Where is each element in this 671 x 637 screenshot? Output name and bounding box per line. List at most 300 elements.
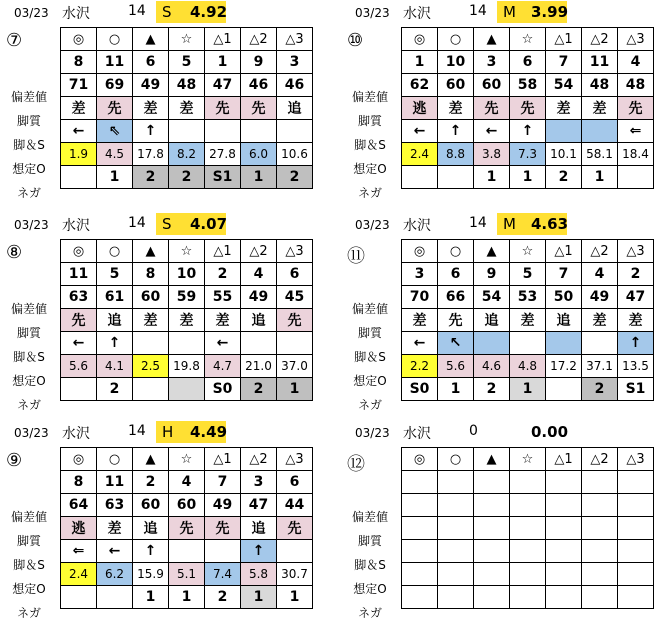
row-arrow [61, 332, 313, 355]
cell-style: 差 [133, 309, 169, 332]
panel-header [0, 212, 330, 236]
row-nega [402, 166, 654, 189]
mark-header: ▲ [474, 28, 510, 51]
cell-dev: 47 [618, 286, 654, 309]
row-style [402, 517, 654, 540]
grade-value: 4.07 [190, 215, 228, 233]
cell-dev: 63 [61, 286, 97, 309]
row-odds [61, 143, 313, 166]
cell-dev: 60 [169, 494, 205, 517]
cell-arrow: ← [402, 120, 438, 143]
prediction-table [401, 447, 654, 609]
cell-odds: 17.8 [133, 143, 169, 166]
cell-dev: 61 [97, 286, 133, 309]
cell-odds: 7.3 [510, 143, 546, 166]
cell-arrow [241, 120, 277, 143]
mark-header: △3 [618, 28, 654, 51]
cell-nums: 11 [61, 263, 97, 286]
cell-nums: 4 [582, 263, 618, 286]
cell-odds: 2.2 [402, 355, 438, 378]
row-arrow [402, 332, 654, 355]
cell-nega: 1 [277, 586, 313, 609]
prediction-table [60, 239, 313, 401]
cell-nums: 9 [474, 263, 510, 286]
cell-nega [510, 586, 546, 609]
cell-dev: 60 [133, 286, 169, 309]
cell-style: 先 [241, 97, 277, 120]
cell-nega [438, 586, 474, 609]
race-number: ⑧ [6, 242, 23, 263]
row-dev [402, 286, 654, 309]
mark-header: △3 [277, 448, 313, 471]
cell-nums: 6 [277, 471, 313, 494]
row-style [61, 517, 313, 540]
race-number: ⑫ [347, 454, 365, 475]
cell-style: 先 [97, 97, 133, 120]
cell-nega [402, 586, 438, 609]
cell-nums [402, 471, 438, 494]
cell-dev: 55 [205, 286, 241, 309]
mark-header: ▲ [474, 240, 510, 263]
cell-arrow [133, 332, 169, 355]
cell-style: 先 [205, 97, 241, 120]
cell-nums: 11 [97, 471, 133, 494]
cell-dev: 58 [510, 74, 546, 97]
cell-nums: 1 [402, 51, 438, 74]
row-nums [402, 263, 654, 286]
cell-arrow: ↑ [510, 120, 546, 143]
cell-style [546, 517, 582, 540]
row-label: 脚＆S [13, 558, 45, 572]
cell-nega: 2 [97, 378, 133, 401]
cell-style: 差 [582, 309, 618, 332]
cell-nums: 3 [277, 51, 313, 74]
mark-header: △2 [241, 28, 277, 51]
cell-style [582, 517, 618, 540]
cell-dev: 49 [133, 74, 169, 97]
cell-dev [546, 494, 582, 517]
cell-odds [510, 563, 546, 586]
row-arrow [61, 120, 313, 143]
cell-odds: 4.7 [205, 355, 241, 378]
row-label: 想定O [353, 374, 387, 388]
race-number: ⑩ [347, 30, 364, 51]
cell-odds: 4.8 [510, 355, 546, 378]
cell-style: 差 [205, 309, 241, 332]
row-dev [61, 494, 313, 517]
cell-style: 追 [133, 517, 169, 540]
cell-odds: 2.4 [61, 563, 97, 586]
grade-letter: M [503, 3, 516, 21]
mark-header: △3 [618, 448, 654, 471]
cell-nums [474, 471, 510, 494]
cell-nega: 1 [474, 166, 510, 189]
row-label: 脚＆S [354, 138, 386, 152]
cell-dev: 53 [510, 286, 546, 309]
mark-header: △1 [546, 28, 582, 51]
mark-header: ○ [438, 448, 474, 471]
cell-nega [61, 586, 97, 609]
mark-header: △1 [546, 240, 582, 263]
cell-nega [169, 378, 205, 401]
cell-arrow [546, 540, 582, 563]
row-style [61, 309, 313, 332]
cell-arrow: ⇐ [618, 120, 654, 143]
cell-nega [546, 586, 582, 609]
cell-arrow: ↑ [97, 332, 133, 355]
cell-odds: 6.2 [97, 563, 133, 586]
cell-arrow [546, 332, 582, 355]
cell-arrow: ↑ [133, 120, 169, 143]
cell-arrow [169, 120, 205, 143]
panel-header [341, 212, 671, 236]
grade-value: 3.99 [531, 3, 569, 21]
cell-arrow [277, 120, 313, 143]
cell-style [618, 517, 654, 540]
cell-style: 先 [618, 97, 654, 120]
cell-style: 先 [474, 97, 510, 120]
cell-style: 先 [205, 517, 241, 540]
cell-arrow: ← [97, 540, 133, 563]
cell-style [474, 517, 510, 540]
course-name: 水沢 [62, 218, 90, 234]
cell-arrow: ↑ [618, 332, 654, 355]
cell-style: 差 [402, 309, 438, 332]
mark-header: △1 [205, 240, 241, 263]
cell-style: 差 [582, 97, 618, 120]
cell-nega: 2 [133, 166, 169, 189]
row-nums [61, 51, 313, 74]
cell-style: 追 [277, 97, 313, 120]
row-nums [402, 51, 654, 74]
cell-nega: 2 [546, 166, 582, 189]
cell-dev: 60 [133, 494, 169, 517]
prediction-table [401, 27, 654, 189]
cell-dev [510, 494, 546, 517]
cell-nega: 1 [510, 166, 546, 189]
cell-arrow [205, 120, 241, 143]
cell-dev [438, 494, 474, 517]
cell-style: 差 [510, 309, 546, 332]
mark-header: △2 [582, 448, 618, 471]
cell-arrow [474, 332, 510, 355]
mark-header: ☆ [510, 448, 546, 471]
mark-header: △2 [582, 28, 618, 51]
cell-odds: 27.8 [205, 143, 241, 166]
cell-style: 差 [61, 97, 97, 120]
cell-nums [546, 471, 582, 494]
row-label: 脚＆S [354, 350, 386, 364]
row-arrow [402, 120, 654, 143]
cell-dev: 49 [241, 286, 277, 309]
cell-nums: 3 [241, 471, 277, 494]
cell-dev [402, 494, 438, 517]
cell-dev: 64 [61, 494, 97, 517]
mark-header: △2 [582, 240, 618, 263]
mark-header: ☆ [169, 240, 205, 263]
cell-style: 先 [510, 97, 546, 120]
row-label: 偏差値 [351, 510, 388, 524]
cell-arrow [582, 332, 618, 355]
cell-dev: 47 [241, 494, 277, 517]
mark-header: ▲ [133, 240, 169, 263]
cell-style: 差 [169, 97, 205, 120]
cell-nega: S0 [205, 378, 241, 401]
cell-nums: 8 [61, 51, 97, 74]
cell-nums [510, 471, 546, 494]
cell-style: 差 [618, 309, 654, 332]
cell-nums: 3 [474, 51, 510, 74]
row-odds [61, 355, 313, 378]
cell-odds: 37.0 [277, 355, 313, 378]
row-style [402, 309, 654, 332]
row-nums [402, 471, 654, 494]
cell-style: 先 [61, 309, 97, 332]
cell-arrow [438, 540, 474, 563]
cell-style: 追 [546, 309, 582, 332]
cell-odds: 7.4 [205, 563, 241, 586]
cell-arrow: ← [61, 332, 97, 355]
cell-nums: 8 [133, 263, 169, 286]
cell-dev: 54 [546, 74, 582, 97]
cell-dev: 49 [582, 286, 618, 309]
row-label: 偏差値 [10, 510, 47, 524]
cell-nums: 8 [61, 471, 97, 494]
cell-arrow: ← [402, 332, 438, 355]
cell-nums: 6 [438, 263, 474, 286]
cell-dev: 60 [438, 74, 474, 97]
race-panel [341, 0, 671, 200]
cell-odds: 17.2 [546, 355, 582, 378]
mark-header: △3 [277, 28, 313, 51]
cell-arrow [169, 540, 205, 563]
mark-header: ○ [97, 240, 133, 263]
cell-odds [618, 563, 654, 586]
mark-header: ☆ [169, 448, 205, 471]
grade-letter: S [162, 215, 172, 233]
mark-header: △1 [205, 448, 241, 471]
cell-nums: 4 [618, 51, 654, 74]
mark-header: △2 [241, 240, 277, 263]
row-label: 偏差値 [351, 90, 388, 104]
cell-nega [133, 378, 169, 401]
cell-dev: 48 [582, 74, 618, 97]
grade-value: 4.63 [531, 215, 569, 233]
cell-odds [474, 563, 510, 586]
cell-nega: 1 [438, 378, 474, 401]
cell-odds: 37.1 [582, 355, 618, 378]
cell-style: 先 [277, 517, 313, 540]
cell-odds: 1.9 [61, 143, 97, 166]
cell-odds: 58.1 [582, 143, 618, 166]
cell-nega: S0 [402, 378, 438, 401]
mark-header: ◎ [402, 448, 438, 471]
cell-nega [474, 586, 510, 609]
grade-value: 0.00 [531, 423, 569, 441]
row-label: 偏差値 [10, 90, 47, 104]
cell-dev: 49 [205, 494, 241, 517]
race-date: 03/23 [14, 6, 49, 20]
cell-odds: 8.8 [438, 143, 474, 166]
cell-nega: 2 [582, 378, 618, 401]
mark-header: ▲ [474, 448, 510, 471]
prediction-table [401, 239, 654, 401]
cell-dev: 54 [474, 286, 510, 309]
cell-arrow [205, 540, 241, 563]
cell-nega: 1 [97, 166, 133, 189]
cell-dev: 66 [438, 286, 474, 309]
mark-header: ◎ [61, 240, 97, 263]
row-style [61, 97, 313, 120]
mark-header: ☆ [510, 28, 546, 51]
row-arrow [61, 540, 313, 563]
cell-nums: 9 [241, 51, 277, 74]
cell-dev: 70 [402, 286, 438, 309]
row-odds [61, 563, 313, 586]
course-name: 水沢 [62, 426, 90, 442]
prediction-table [60, 27, 313, 189]
cell-nums: 6 [510, 51, 546, 74]
panel-header [341, 0, 671, 24]
cell-arrow [277, 540, 313, 563]
row-label: 脚質 [16, 326, 41, 340]
race-panel [341, 212, 671, 412]
cell-odds: 4.5 [97, 143, 133, 166]
cell-odds: 3.8 [474, 143, 510, 166]
cell-odds: 5.8 [241, 563, 277, 586]
cell-nums: 7 [546, 51, 582, 74]
cell-nums: 7 [205, 471, 241, 494]
cell-odds: 13.5 [618, 355, 654, 378]
cell-nega [61, 166, 97, 189]
row-label: 想定O [353, 162, 387, 176]
cell-dev: 71 [61, 74, 97, 97]
row-nega [61, 586, 313, 609]
cell-style: 追 [241, 517, 277, 540]
cell-odds: 21.0 [241, 355, 277, 378]
race-date: 03/23 [355, 426, 390, 440]
cell-odds [438, 563, 474, 586]
row-label: 想定O [12, 582, 46, 596]
race-count: 14 [128, 3, 146, 19]
row-nega [61, 378, 313, 401]
cell-arrow [546, 120, 582, 143]
row-nega [402, 378, 654, 401]
cell-nums: 2 [133, 471, 169, 494]
cell-style [402, 517, 438, 540]
cell-arrow [510, 540, 546, 563]
mark-header: ◎ [61, 28, 97, 51]
mark-header: △3 [618, 240, 654, 263]
cell-odds: 5.6 [438, 355, 474, 378]
cell-nums: 11 [582, 51, 618, 74]
cell-nega: 1 [241, 166, 277, 189]
cell-nums: 5 [97, 263, 133, 286]
row-nega [402, 586, 654, 609]
cell-style: 逃 [61, 517, 97, 540]
cell-arrow: ↑ [438, 120, 474, 143]
race-panel [0, 0, 330, 200]
cell-odds [546, 563, 582, 586]
cell-dev [618, 494, 654, 517]
cell-odds: 10.6 [277, 143, 313, 166]
panel-header [0, 420, 330, 444]
cell-arrow [510, 332, 546, 355]
race-panel [341, 420, 671, 620]
cell-dev: 50 [546, 286, 582, 309]
cell-nums [438, 471, 474, 494]
row-label: ネガ [16, 398, 41, 412]
panel-header [0, 0, 330, 24]
mark-header: ○ [97, 448, 133, 471]
row-dev [402, 494, 654, 517]
race-date: 03/23 [355, 6, 390, 20]
cell-nums: 10 [438, 51, 474, 74]
row-dev [61, 74, 313, 97]
cell-arrow [582, 120, 618, 143]
row-label: 想定O [12, 374, 46, 388]
mark-header: ☆ [510, 240, 546, 263]
cell-style [438, 517, 474, 540]
cell-odds: 6.0 [241, 143, 277, 166]
cell-odds: 2.4 [402, 143, 438, 166]
prediction-table [60, 447, 313, 609]
cell-dev: 63 [97, 494, 133, 517]
row-label: 想定O [12, 162, 46, 176]
row-label: 脚質 [16, 534, 41, 548]
mark-header: △3 [277, 240, 313, 263]
cell-nums [582, 471, 618, 494]
cell-dev: 46 [277, 74, 313, 97]
cell-dev: 59 [169, 286, 205, 309]
mark-header: △2 [241, 448, 277, 471]
row-nega [61, 166, 313, 189]
mark-header: ◎ [402, 240, 438, 263]
cell-nums: 11 [97, 51, 133, 74]
grade-letter: H [162, 423, 174, 441]
cell-nega: 2 [169, 166, 205, 189]
row-label: 脚質 [357, 326, 382, 340]
cell-nega: 1 [133, 586, 169, 609]
race-count: 14 [469, 215, 487, 231]
cell-arrow [582, 540, 618, 563]
cell-nega: S1 [205, 166, 241, 189]
cell-style: 追 [474, 309, 510, 332]
cell-style: 差 [169, 309, 205, 332]
row-label: ネガ [357, 398, 382, 412]
race-count: 0 [469, 423, 478, 439]
mark-header: ▲ [133, 448, 169, 471]
cell-dev: 60 [474, 74, 510, 97]
mark-header: △1 [205, 28, 241, 51]
cell-nums: 5 [510, 263, 546, 286]
cell-odds: 5.1 [169, 563, 205, 586]
cell-nums: 7 [546, 263, 582, 286]
race-count: 14 [128, 215, 146, 231]
row-nums [61, 263, 313, 286]
cell-style: 追 [241, 309, 277, 332]
cell-nega [618, 586, 654, 609]
row-label: 脚質 [16, 114, 41, 128]
mark-header: ◎ [402, 28, 438, 51]
cell-nega [61, 378, 97, 401]
cell-odds: 4.1 [97, 355, 133, 378]
mark-header: ◎ [61, 448, 97, 471]
row-label: 脚質 [357, 534, 382, 548]
cell-arrow: ⇖ [97, 120, 133, 143]
race-number: ⑪ [347, 246, 365, 267]
cell-nega: S1 [618, 378, 654, 401]
